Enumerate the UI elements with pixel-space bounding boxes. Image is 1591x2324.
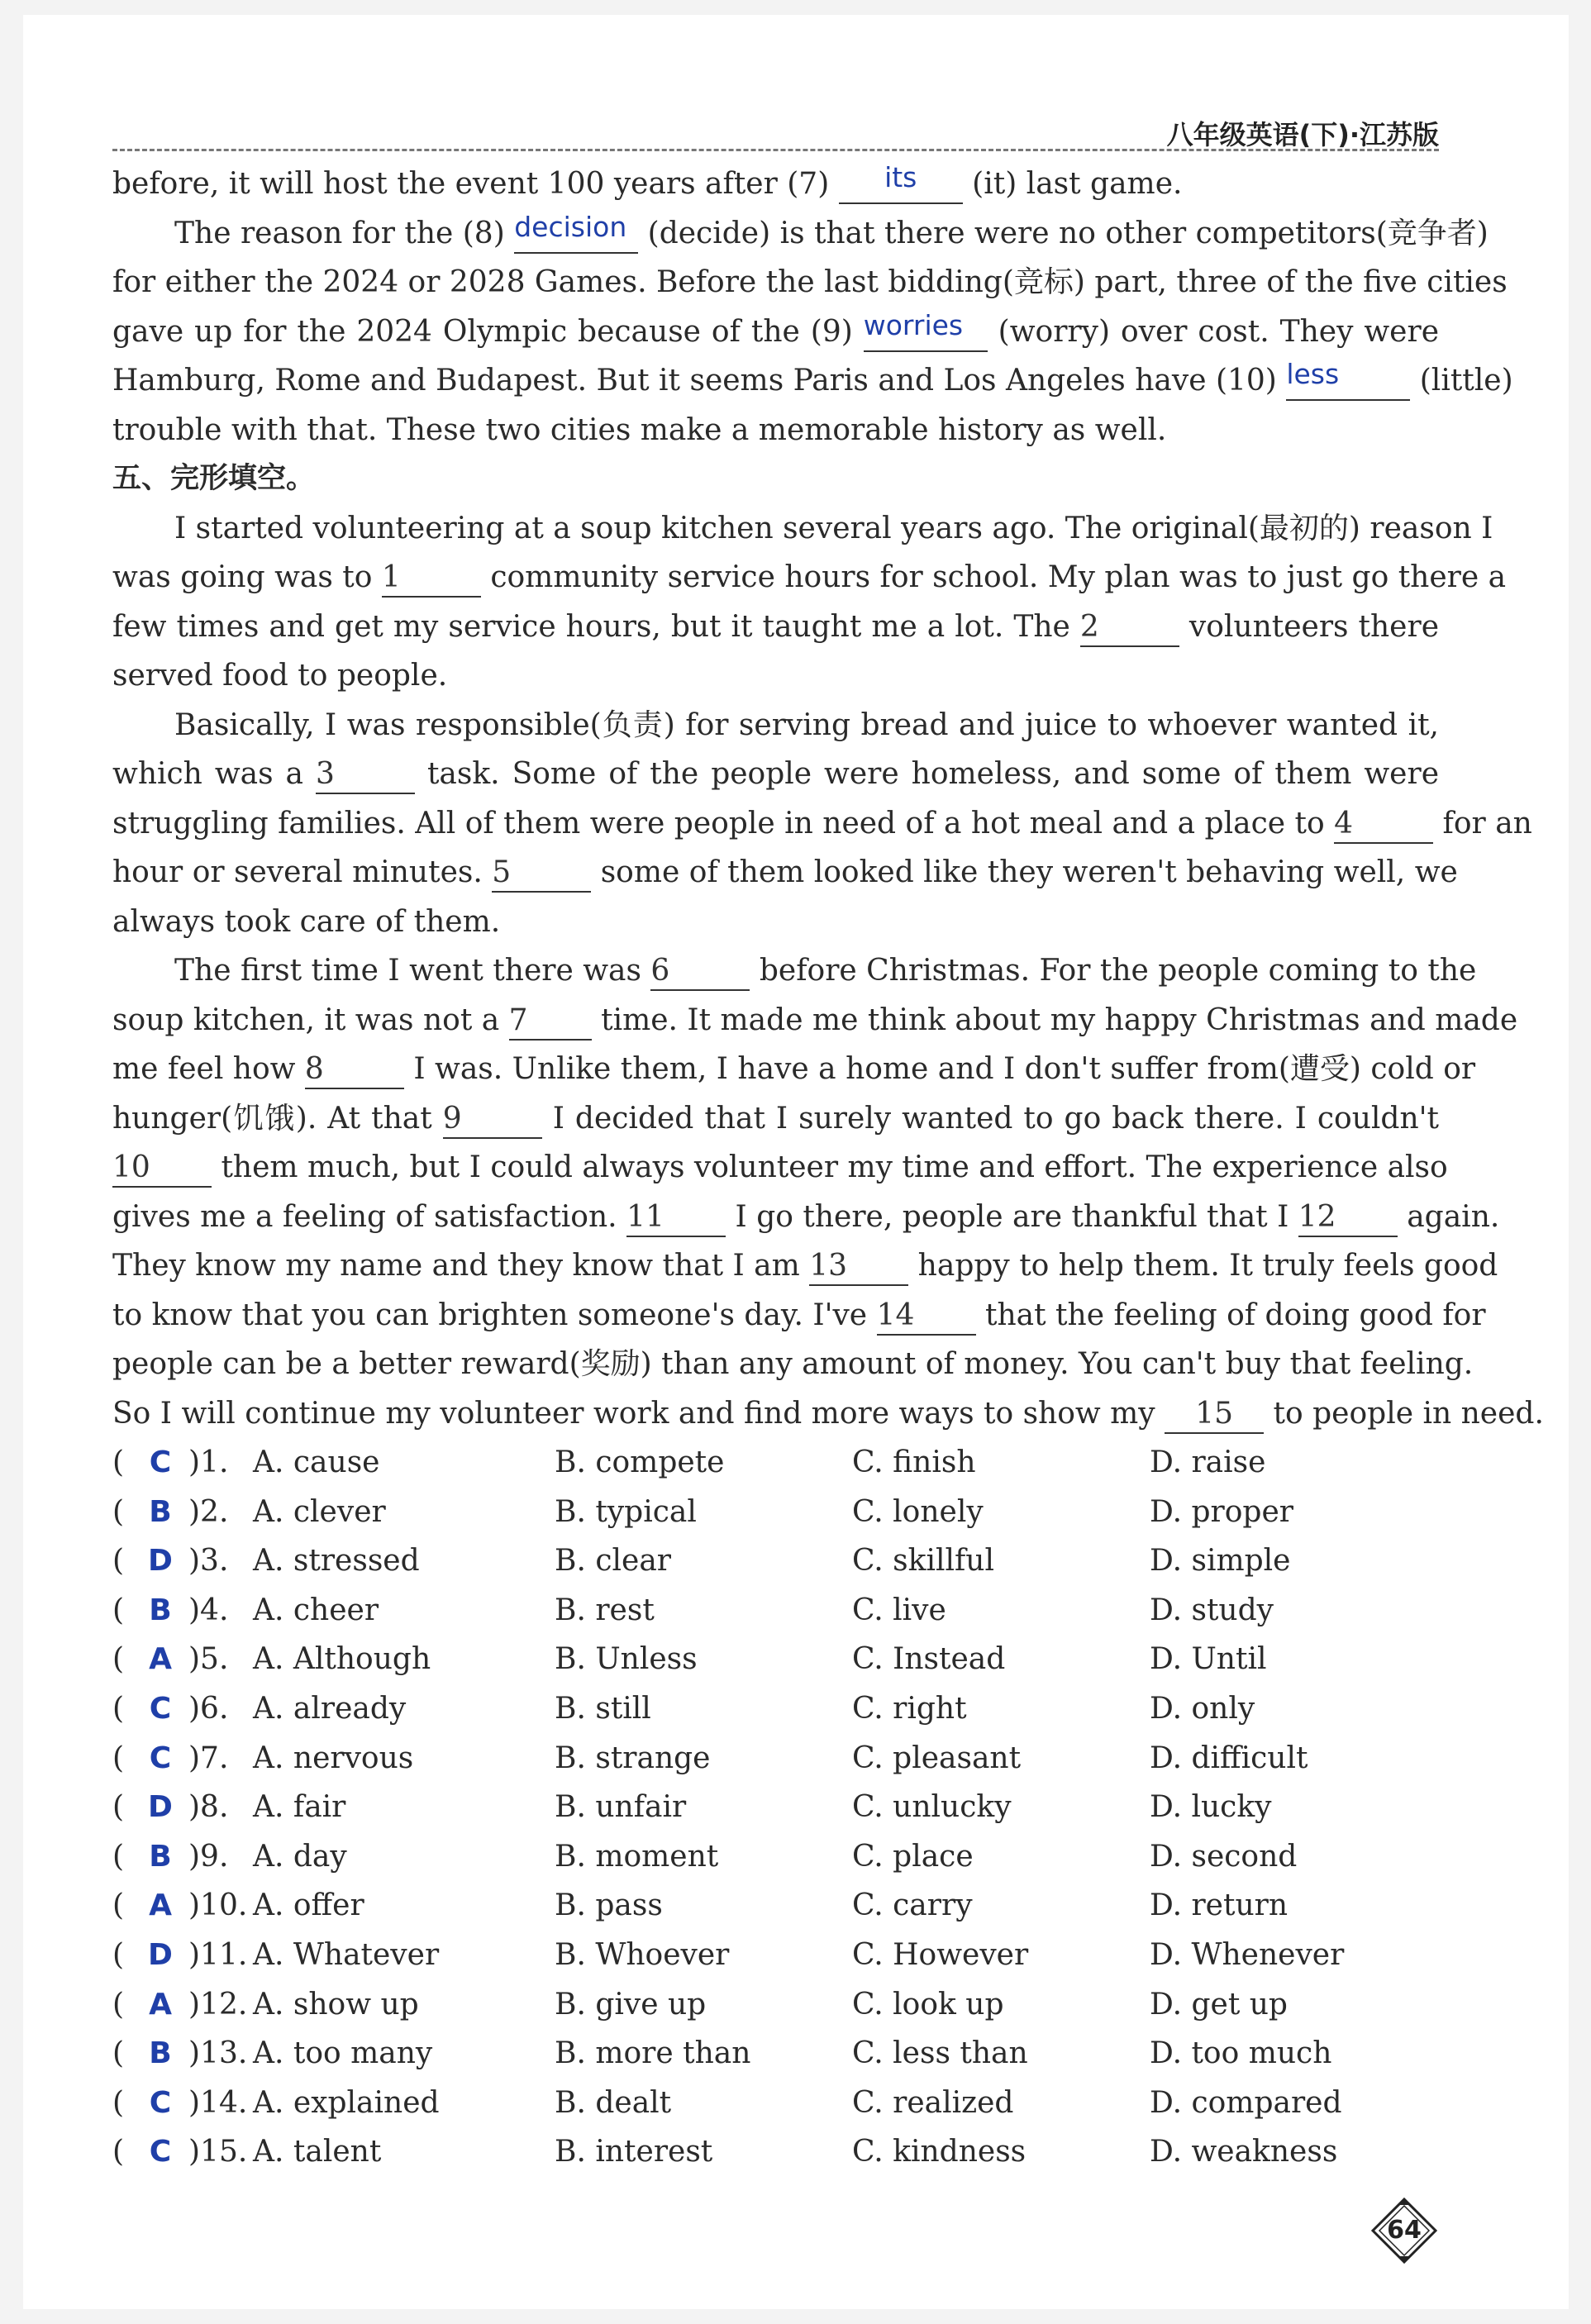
passage-text: gives me a feeling of satisfaction.	[112, 1199, 617, 1234]
passage-text: I started volunteering at a soup kitchen several years ago. The original(最初的) reason I	[174, 511, 1493, 545]
question-row	[112, 1783, 1439, 1832]
passage-text: again.	[1407, 1199, 1500, 1234]
chosen-answer: C	[149, 1691, 172, 1726]
option-a: A. offer	[253, 1888, 364, 1923]
answer-blank-7	[839, 161, 963, 204]
chosen-answer: C	[149, 1741, 172, 1775]
chosen-answer: B	[149, 1593, 172, 1627]
question-row	[112, 1931, 1439, 1980]
blank-number: 10	[112, 1150, 150, 1184]
question-number: )8.	[188, 1790, 229, 1825]
passage-text: Hamburg, Rome and Budapest. But it seems Paris and Los Angeles have (10)	[112, 364, 1277, 398]
option-a: A. clever	[253, 1494, 386, 1529]
option-b: B. interest	[555, 2135, 713, 2169]
question-number: )9.	[188, 1839, 229, 1874]
cloze-blank-11	[626, 1199, 726, 1237]
cloze-blank-6	[650, 953, 750, 991]
blank-number: 1	[381, 560, 401, 594]
blank-number: 4	[1334, 806, 1353, 841]
option-c: C. carry	[852, 1888, 973, 1923]
passage-text: them much, but I could always volunteer my time and effort. The experience also	[221, 1150, 1448, 1184]
option-b: B. rest	[555, 1593, 655, 1627]
cloze-blank-2	[1080, 609, 1179, 647]
option-a: A. nervous	[253, 1741, 414, 1775]
blank-number: 6	[650, 954, 670, 988]
option-c: C. Instead	[852, 1642, 1006, 1677]
answer-blank-8	[514, 210, 638, 254]
workbook-page	[23, 15, 1569, 2309]
open-paren: (	[112, 1445, 125, 1479]
passage-text: before, it will host the event 100 years after (7)	[112, 167, 830, 201]
open-paren: (	[112, 2085, 125, 2120]
passage-text: for an	[1442, 806, 1532, 841]
chosen-answer: A	[149, 1642, 172, 1677]
open-paren: (	[112, 1937, 125, 1972]
passage-text: (little)	[1419, 364, 1513, 398]
passage-text: community service hours for school. My plan was to just go there a	[490, 560, 1507, 594]
option-a: A. too many	[253, 2036, 433, 2071]
blank-number: 12	[1298, 1199, 1336, 1234]
chosen-answer: B	[149, 2036, 172, 2071]
passage-text: to people in need.	[1273, 1396, 1544, 1431]
option-b: B. dealt	[555, 2085, 672, 2120]
option-a: A. day	[253, 1839, 347, 1874]
passage-text: trouble with that. These two cities make a memorable history as well.	[112, 412, 1167, 447]
blank-number: 13	[809, 1249, 848, 1283]
option-a: A. explained	[253, 2085, 440, 2120]
cloze-blank-5	[492, 855, 591, 893]
passage-text: gave up for the 2024 Olympic because of the (9)	[112, 314, 853, 349]
open-paren: (	[112, 1593, 125, 1627]
passage-text: always took care of them.	[112, 904, 501, 939]
question-row	[112, 2127, 1439, 2177]
cloze-blank-8	[305, 1051, 404, 1089]
passage-text: struggling families. All of them were people in need of a hot meal and a place to	[112, 806, 1325, 841]
passage-text: me feel how	[112, 1052, 296, 1086]
passage-text: for either the 2024 or 2028 Games. Before the last bidding(竞标) part, three of the five cities	[112, 265, 1508, 299]
option-d: D. weakness	[1150, 2135, 1338, 2169]
question-row	[112, 1734, 1439, 1783]
cloze-blank-7	[509, 1002, 592, 1041]
passage-text: to know that you can brighten someone's day. I've	[112, 1298, 868, 1332]
option-d: D. too much	[1150, 2036, 1332, 2071]
option-d: D. lucky	[1150, 1790, 1272, 1825]
passage-text: time. It made me think about my happy Christmas and made	[601, 1002, 1518, 1037]
open-paren: (	[112, 1790, 125, 1825]
passage-text: (decide) is that there were no other competitors(竞争者)	[647, 216, 1489, 250]
option-b: B. Unless	[555, 1642, 698, 1677]
page-header: 八年级英语(下)·江苏版	[1166, 119, 1439, 150]
option-d: D. simple	[1150, 1544, 1291, 1579]
option-d: D. only	[1150, 1691, 1255, 1726]
question-number: )11.	[188, 1937, 248, 1972]
blank-number: 7	[508, 1002, 528, 1037]
blank-number: 15	[1195, 1396, 1233, 1431]
page-number-badge	[1370, 2197, 1438, 2264]
chosen-answer: C	[149, 1445, 172, 1479]
question-number: )4.	[188, 1593, 229, 1627]
passage-text: which was a	[112, 757, 304, 791]
passage-text: The reason for the (8)	[174, 216, 505, 250]
option-c: C. skillful	[852, 1544, 995, 1579]
answer-blank-10	[1286, 358, 1410, 401]
option-a: A. stressed	[253, 1544, 420, 1579]
cloze-blank-3	[316, 756, 415, 794]
open-paren: (	[112, 1839, 125, 1874]
filled-answer: decision	[514, 210, 627, 243]
option-d: D. proper	[1150, 1494, 1293, 1529]
question-number: )12.	[188, 1987, 248, 2022]
option-d: D. get up	[1150, 1987, 1288, 2022]
blank-number: 3	[315, 757, 335, 791]
option-a: A. Whatever	[253, 1937, 440, 1972]
chosen-answer: A	[149, 1888, 172, 1923]
option-c: C. look up	[852, 1987, 1004, 2022]
option-c: C. pleasant	[852, 1741, 1022, 1775]
option-b: B. moment	[555, 1839, 719, 1874]
question-row	[112, 1488, 1439, 1537]
option-a: A. cheer	[253, 1593, 379, 1627]
chosen-answer: D	[148, 1937, 173, 1972]
cloze-blank-15	[1165, 1396, 1264, 1434]
cloze-blank-14	[877, 1298, 976, 1336]
filled-answer: less	[1286, 358, 1340, 390]
question-row	[112, 1635, 1439, 1684]
option-d: D. compared	[1150, 2085, 1342, 2120]
question-number: )5.	[188, 1642, 229, 1677]
blank-number: 8	[304, 1052, 324, 1086]
passage-text: I decided that I surely wanted to go back there. I couldn't	[552, 1101, 1439, 1136]
option-c: C. kindness	[852, 2135, 1027, 2169]
question-number: )13.	[188, 2036, 248, 2071]
passage-text: before Christmas. For the people coming to the	[759, 954, 1477, 988]
open-paren: (	[112, 1544, 125, 1579]
header-divider	[112, 149, 1439, 151]
option-c: C. less than	[852, 2036, 1028, 2071]
blank-number: 9	[442, 1101, 462, 1136]
open-paren: (	[112, 1888, 125, 1923]
passage-text: happy to help them. It truly feels good	[917, 1249, 1498, 1283]
question-row	[112, 1438, 1439, 1488]
passage-text: I go there, people are thankful that I	[735, 1199, 1289, 1234]
option-b: B. typical	[555, 1494, 697, 1529]
option-b: B. still	[555, 1691, 651, 1726]
question-number: )1.	[188, 1445, 229, 1479]
passage-text: few times and get my service hours, but it taught me a lot. The	[112, 609, 1070, 644]
option-a: A. fair	[253, 1790, 346, 1825]
section-title: 五、完形填空。	[112, 462, 316, 495]
option-b: B. unfair	[555, 1790, 687, 1825]
question-number: )14.	[188, 2085, 248, 2120]
passage-text: So I will continue my volunteer work and find more ways to show my	[112, 1396, 1155, 1431]
passage-text: soup kitchen, it was not a	[112, 1002, 500, 1037]
chosen-answer: C	[149, 2135, 172, 2169]
passage-text: task. Some of the people were homeless, and some of them were	[426, 757, 1439, 791]
cloze-blank-13	[809, 1248, 908, 1286]
chosen-answer: B	[149, 1494, 172, 1529]
question-row	[112, 1536, 1439, 1586]
passage-text: The first time I went there was	[174, 954, 641, 988]
option-c: C. realized	[852, 2085, 1014, 2120]
option-d: D. second	[1150, 1839, 1298, 1874]
option-d: D. Until	[1150, 1642, 1267, 1677]
chosen-answer: D	[148, 1544, 173, 1579]
question-row	[112, 1980, 1439, 2030]
passage-text: I was. Unlike them, I have a home and I don't suffer from(遭受) cold or	[413, 1052, 1476, 1086]
option-b: B. more than	[555, 2036, 751, 2071]
open-paren: (	[112, 1741, 125, 1775]
passage-text: people can be a better reward(奖励) than any amount of money. You can't buy that feeling.	[112, 1347, 1474, 1381]
option-b: B. compete	[555, 1445, 725, 1479]
option-a: A. already	[253, 1691, 407, 1726]
previous-passage	[112, 160, 1513, 455]
option-d: D. return	[1150, 1888, 1289, 1923]
open-paren: (	[112, 1494, 125, 1529]
cloze-blank-4	[1334, 806, 1433, 844]
option-c: C. lonely	[852, 1494, 984, 1529]
passage-text: served food to people.	[112, 659, 448, 693]
question-number: )7.	[188, 1741, 229, 1775]
question-row	[112, 1832, 1439, 1882]
option-a: A. talent	[253, 2135, 382, 2169]
option-a: A. show up	[253, 1987, 419, 2022]
option-b: B. give up	[555, 1987, 707, 2022]
option-d: D. difficult	[1150, 1741, 1308, 1775]
option-a: A. cause	[253, 1445, 380, 1479]
answer-options	[112, 1438, 1439, 2177]
question-number: )6.	[188, 1691, 229, 1726]
passage-text: volunteers there	[1188, 609, 1440, 644]
question-number: )3.	[188, 1544, 229, 1579]
passage-text: some of them looked like they weren't behaving well, we	[600, 855, 1458, 889]
cloze-blank-10	[112, 1150, 212, 1188]
cloze-passage	[112, 504, 1544, 1439]
open-paren: (	[112, 2135, 125, 2169]
passage-text: that the feeling of doing good for	[985, 1298, 1486, 1332]
passage-text: They know my name and they know that I am	[112, 1249, 800, 1283]
option-c: C. right	[852, 1691, 967, 1726]
option-b: B. pass	[555, 1888, 663, 1923]
cloze-blank-12	[1298, 1199, 1398, 1237]
passage-text: (it) last game.	[972, 167, 1183, 201]
passage-text: hour or several minutes.	[112, 855, 483, 889]
question-number: )15.	[188, 2135, 248, 2169]
option-c: C. finish	[852, 1445, 976, 1479]
blank-number: 14	[876, 1298, 915, 1332]
question-row	[112, 2079, 1439, 2128]
option-c: C. However	[852, 1937, 1029, 1972]
open-paren: (	[112, 2036, 125, 2071]
question-number: )2.	[188, 1494, 229, 1529]
open-paren: (	[112, 1691, 125, 1726]
passage-text: hunger(饥饿). At that	[112, 1101, 432, 1136]
chosen-answer: D	[148, 1790, 173, 1825]
option-d: D. study	[1150, 1593, 1274, 1627]
question-row	[112, 1881, 1439, 1931]
page-content	[112, 160, 1544, 2177]
open-paren: (	[112, 1987, 125, 2022]
blank-number: 11	[626, 1199, 665, 1234]
passage-text: (worry) over cost. They were	[998, 314, 1439, 349]
question-number: )10.	[188, 1888, 248, 1923]
cloze-blank-9	[443, 1101, 542, 1139]
option-b: B. Whoever	[555, 1937, 730, 1972]
passage-text: was going was to	[112, 560, 373, 594]
option-c: C. place	[852, 1839, 974, 1874]
option-a: A. Although	[253, 1642, 431, 1677]
option-d: D. raise	[1150, 1445, 1266, 1479]
answer-blank-9	[863, 308, 988, 352]
open-paren: (	[112, 1642, 125, 1677]
question-row	[112, 1684, 1439, 1734]
cloze-blank-1	[382, 560, 481, 598]
option-b: B. clear	[555, 1544, 671, 1579]
chosen-answer: A	[149, 1987, 172, 2022]
chosen-answer: B	[149, 1839, 172, 1874]
option-d: D. Whenever	[1150, 1937, 1345, 1972]
option-c: C. live	[852, 1593, 946, 1627]
blank-number: 2	[1079, 609, 1099, 644]
passage-text: Basically, I was responsible(负责) for serving bread and juice to whoever wanted it,	[174, 707, 1439, 742]
chosen-answer: C	[149, 2085, 172, 2120]
filled-answer: worries	[863, 308, 964, 341]
filled-answer: its	[884, 161, 917, 193]
blank-number: 5	[492, 855, 512, 889]
option-c: C. unlucky	[852, 1790, 1012, 1825]
question-row	[112, 1586, 1439, 1636]
question-row	[112, 2029, 1439, 2079]
page-number: 64	[1387, 2216, 1422, 2245]
option-b: B. strange	[555, 1741, 711, 1775]
